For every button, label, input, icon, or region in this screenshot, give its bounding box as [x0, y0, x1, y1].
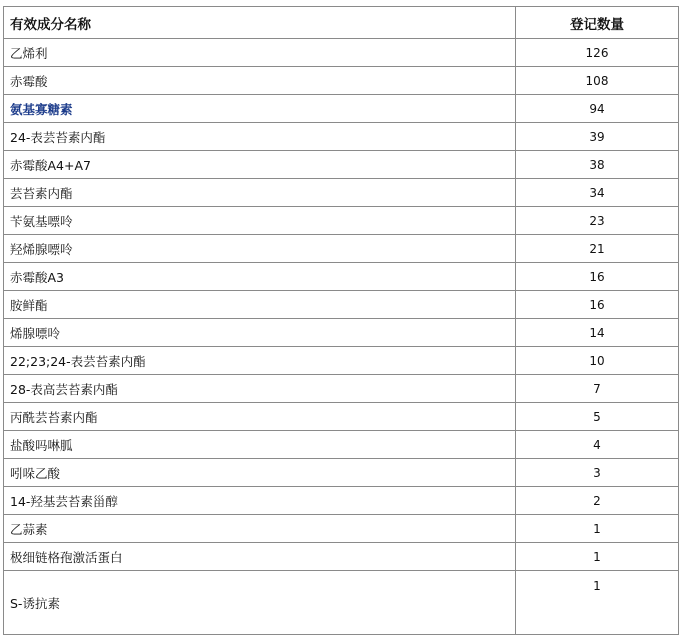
registration-count: 16	[516, 263, 679, 291]
ingredient-name: 羟烯腺嘌呤	[4, 235, 516, 263]
ingredient-name: 烯腺嘌呤	[4, 319, 516, 347]
ingredient-name: 苄氨基嘌呤	[4, 207, 516, 235]
registration-count: 94	[516, 95, 679, 123]
registration-count: 1	[516, 543, 679, 571]
table-row	[4, 67, 679, 95]
registration-count: 2	[516, 487, 679, 515]
ingredient-name: 吲哚乙酸	[4, 459, 516, 487]
registration-table	[3, 6, 679, 635]
registration-count: 1	[516, 571, 679, 635]
table-row	[4, 151, 679, 179]
table-row	[4, 431, 679, 459]
registration-count: 14	[516, 319, 679, 347]
ingredient-name: 丙酰芸苔素内酯	[4, 403, 516, 431]
table-row	[4, 207, 679, 235]
table-row	[4, 179, 679, 207]
registration-count: 126	[516, 39, 679, 67]
header-registration-count: 登记数量	[516, 7, 679, 39]
registration-count: 38	[516, 151, 679, 179]
table-row	[4, 347, 679, 375]
registration-count: 16	[516, 291, 679, 319]
ingredient-name: 22;23;24-表芸苔素内酯	[4, 347, 516, 375]
table-row	[4, 571, 679, 635]
registration-count: 21	[516, 235, 679, 263]
registration-count: 39	[516, 123, 679, 151]
ingredient-name: 胺鲜酯	[4, 291, 516, 319]
table-row	[4, 375, 679, 403]
table-row	[4, 515, 679, 543]
table-row	[4, 263, 679, 291]
header-row	[4, 7, 679, 39]
table-row	[4, 487, 679, 515]
registration-count: 3	[516, 459, 679, 487]
table-row	[4, 235, 679, 263]
registration-count: 7	[516, 375, 679, 403]
ingredient-name: 盐酸吗啉胍	[4, 431, 516, 459]
ingredient-name: 芸苔素内酯	[4, 179, 516, 207]
ingredient-name: 乙烯利	[4, 39, 516, 67]
ingredient-name: 24-表芸苔素内酯	[4, 123, 516, 151]
registration-count: 5	[516, 403, 679, 431]
table-row	[4, 543, 679, 571]
ingredient-name: 赤霉酸A4+A7	[4, 151, 516, 179]
table-row	[4, 123, 679, 151]
registration-count: 1	[516, 515, 679, 543]
ingredient-name-link[interactable]: 氨基寡糖素	[4, 95, 516, 123]
ingredient-name: 赤霉酸	[4, 67, 516, 95]
table-row	[4, 459, 679, 487]
ingredient-name: 乙蒜素	[4, 515, 516, 543]
ingredient-name: 赤霉酸A3	[4, 263, 516, 291]
registration-count: 34	[516, 179, 679, 207]
ingredient-name: 极细链格孢激活蛋白	[4, 543, 516, 571]
registration-count: 10	[516, 347, 679, 375]
table-row	[4, 403, 679, 431]
table-row	[4, 291, 679, 319]
ingredient-name: 28-表高芸苔素内酯	[4, 375, 516, 403]
table-row	[4, 319, 679, 347]
table-row	[4, 95, 679, 123]
registration-count: 108	[516, 67, 679, 95]
table-row	[4, 39, 679, 67]
registration-count: 23	[516, 207, 679, 235]
header-ingredient-name: 有效成分名称	[4, 7, 516, 39]
ingredient-name: S-诱抗素	[4, 571, 516, 635]
registration-count: 4	[516, 431, 679, 459]
ingredient-name: 14-羟基芸苔素甾醇	[4, 487, 516, 515]
